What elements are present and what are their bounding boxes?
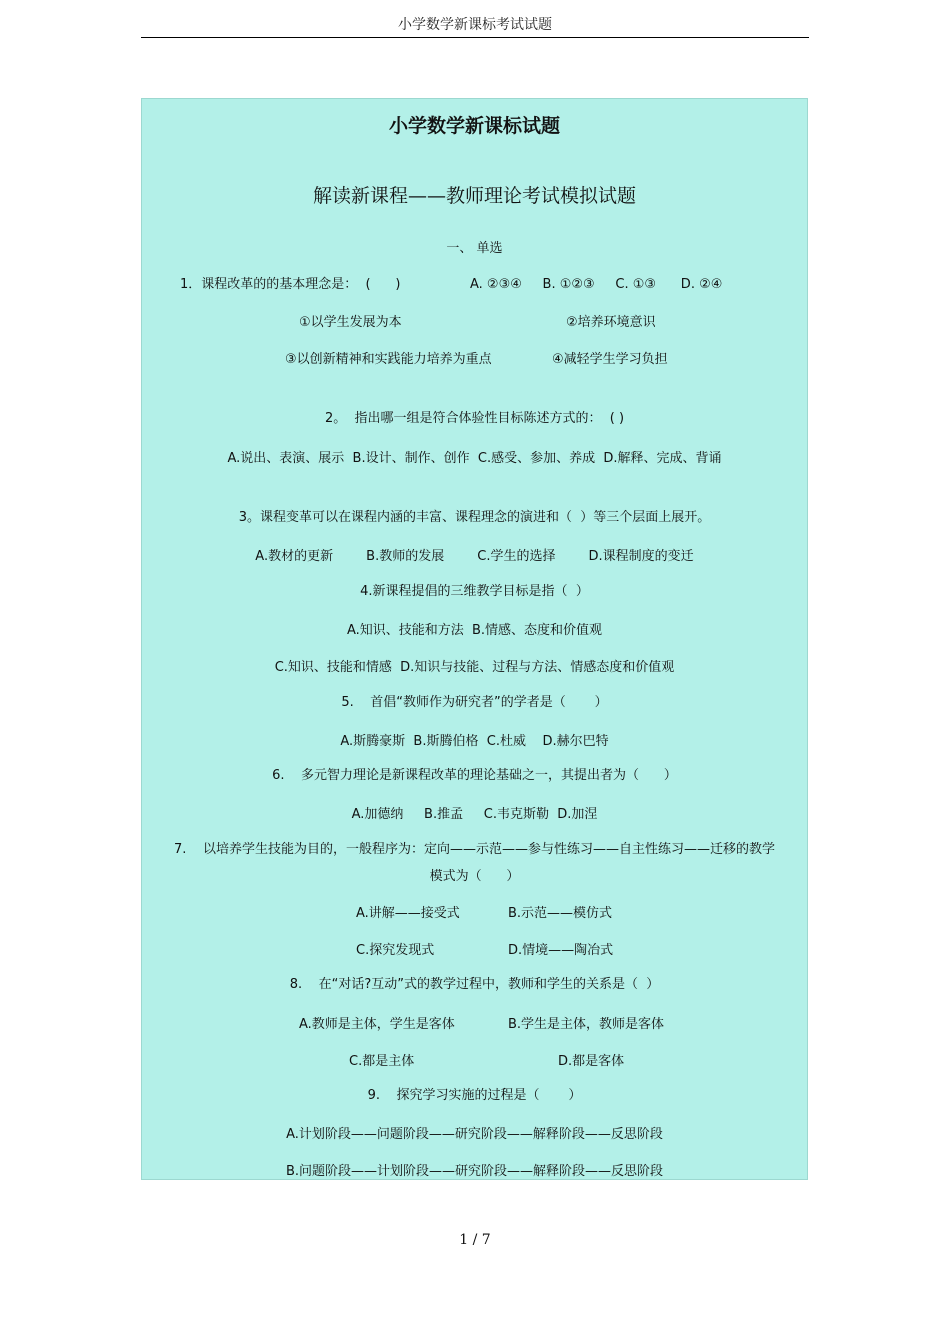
q7-stem-line-1: 7. 以培养学生技能为目的，一般程序为：定向——示范——参与性练习——自主性练习——迁移的教学 <box>174 842 775 857</box>
q5-options: A.斯腾豪斯 B.斯腾伯格 C.杜威 D.赫尔巴特 <box>340 734 609 749</box>
q1-statement-1: ①以学生发展为本 <box>299 315 402 330</box>
q1-statement-4: ④减轻学生学习负担 <box>552 352 668 367</box>
q8-option-d: D.都是客体 <box>558 1054 625 1069</box>
q7-option-c: C.探究发现式 <box>356 943 435 958</box>
q1-statement-2: ②培养环境意识 <box>566 315 656 330</box>
q7-option-a: A.讲解——接受式 <box>356 906 460 921</box>
q6-stem: 6. 多元智力理论是新课程改革的理论基础之一，其提出者为（ ） <box>272 768 677 783</box>
q8-option-b: B.学生是主体，教师是客体 <box>508 1017 665 1032</box>
q2-options: A.说出、表演、展示 B.设计、制作、创作 C.感受、参加、养成 D.解释、完成、背诵 <box>227 451 722 466</box>
q1-statement-3: ③以创新精神和实践能力培养为重点 <box>285 352 492 367</box>
q9-option-a: A.计划阶段——问题阶段——研究阶段——解释阶段——反思阶段 <box>286 1127 663 1142</box>
q8-stem: 8. 在“对话?互动”式的教学过程中，教师和学生的关系是（ ） <box>289 977 660 992</box>
q1-stem: 1．课程改革的的基本理念是： ( ) <box>180 277 401 292</box>
question-panel <box>141 98 808 1180</box>
running-header: 小学数学新课标考试试题 <box>398 17 552 33</box>
q6-options: A.加德纳 B.推孟 C.韦克斯勒 D.加涅 <box>351 807 598 822</box>
q7-option-d: D.情境——陶冶式 <box>508 943 614 958</box>
q3-options: A.教材的更新 B.教师的发展 C.学生的选择 D.课程制度的变迁 <box>255 549 694 564</box>
q5-stem: 5. 首倡“教师作为研究者”的学者是（ ） <box>341 695 608 710</box>
document-title: 小学数学新课标试题 <box>388 115 560 137</box>
q4-options-2: C.知识、技能和情感 D.知识与技能、过程与方法、情感态度和价值观 <box>274 660 675 675</box>
q7-option-b: B.示范——模仿式 <box>508 906 613 921</box>
q4-stem: 4.新课程提倡的三维教学目标是指（ ） <box>360 584 589 599</box>
q9-stem: 9. 探究学习实施的过程是（ ） <box>367 1088 582 1103</box>
q8-option-a: A.教师是主体，学生是客体 <box>299 1017 455 1032</box>
document-subtitle: 解读新课程——教师理论考试模拟试题 <box>312 185 636 207</box>
section-heading: 一、 单选 <box>446 241 503 256</box>
q4-options-1: A.知识、技能和方法 B.情感、态度和价值观 <box>346 623 603 638</box>
q9-option-b: B.问题阶段——计划阶段——研究阶段——解释阶段——反思阶段 <box>285 1164 664 1179</box>
q8-option-c: C.都是主体 <box>349 1054 415 1069</box>
q7-stem-line-2: 模式为（ ） <box>429 869 520 884</box>
q3-stem: 3。课程变革可以在课程内涵的丰富、课程理念的演进和（ ）等三个层面上展开。 <box>238 510 711 525</box>
q1-answer-choices: A. ②③④ B. ①②③ C. ①③ D. ②④ <box>470 277 723 292</box>
page-number: 1 / 7 <box>459 1232 491 1248</box>
header-rule <box>141 37 809 38</box>
q2-stem: 2。 指出哪一组是符合体验性目标陈述方式的： ( ) <box>324 411 625 426</box>
